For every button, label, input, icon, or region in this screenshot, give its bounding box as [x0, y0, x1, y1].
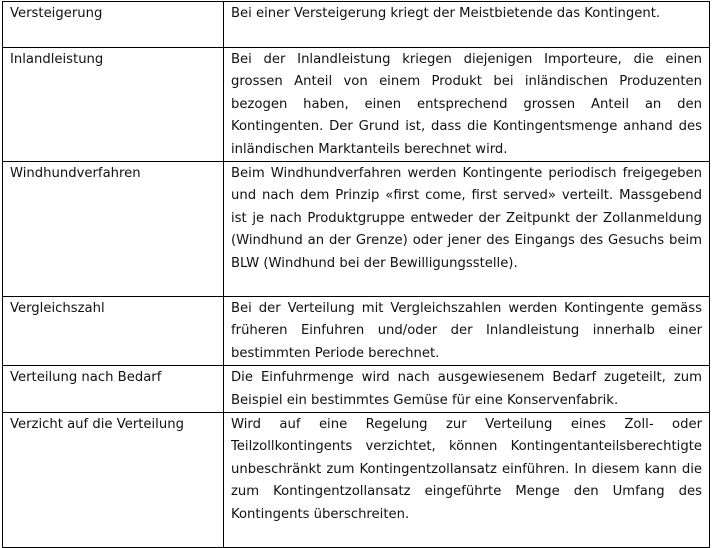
method-description: Die Einfuhrmenge wird nach ausgewiesenem Bedarf zugeteilt, zum Beispiel ein bestimmtes Gemüse für eine Konservenfabrik.	[224, 366, 710, 413]
method-description: Wird auf eine Regelung zur Verteilung eines Zoll- oder Teilzollkontingents verzichtet, können Kontingentanteilsberechtigte unbeschränkt zum Kontingentzollansatz einführen. In diesem kann die zum Kontingentzollansatz eingeführte Menge den Umfang des Kontingents überschreiten.	[224, 413, 710, 548]
table-row	[3, 366, 710, 413]
table-row	[3, 413, 710, 548]
method-description: Bei der Verteilung mit Vergleichszahlen werden Kontingente gemäss früheren Einfuhren und/oder der Inlandleistung innerhalb einer bestimmten Periode berechnet.	[224, 297, 710, 366]
method-term: Verzicht auf die Verteilung	[3, 413, 224, 548]
table-row	[3, 2, 710, 48]
table-row	[3, 48, 710, 162]
method-description: Beim Windhundverfahren werden Kontingente periodisch freigegeben und nach dem Prinzip «first come, first served» verteilt. Massgebend ist je nach Produktgruppe entweder der Zeitpunkt der Zollanmeldung (Windhund an der Grenze) oder jener des Eingangs des Gesuchs beim BLW (Windhund bei der Bewilligungsstelle).	[224, 162, 710, 297]
allocation-methods-table	[2, 1, 710, 548]
table-row	[3, 162, 710, 297]
method-term: Vergleichszahl	[3, 297, 224, 366]
method-description: Bei der Inlandleistung kriegen diejenigen Importeure, die einen grossen Anteil von einem Produkt bei inländischen Produzenten bezogen haben, einen entsprechend grossen Anteil an den Kontingenten. Der Grund ist, dass die Kontingentsmenge anhand des inländischen Marktanteils berechnet wird.	[224, 48, 710, 162]
method-term: Verteilung nach Bedarf	[3, 366, 224, 413]
method-term: Windhundverfahren	[3, 162, 224, 297]
method-description: Bei einer Versteigerung kriegt der Meistbietende das Kontingent.	[224, 2, 710, 48]
method-term: Inlandleistung	[3, 48, 224, 162]
table-row	[3, 297, 710, 366]
method-term: Versteigerung	[3, 2, 224, 48]
